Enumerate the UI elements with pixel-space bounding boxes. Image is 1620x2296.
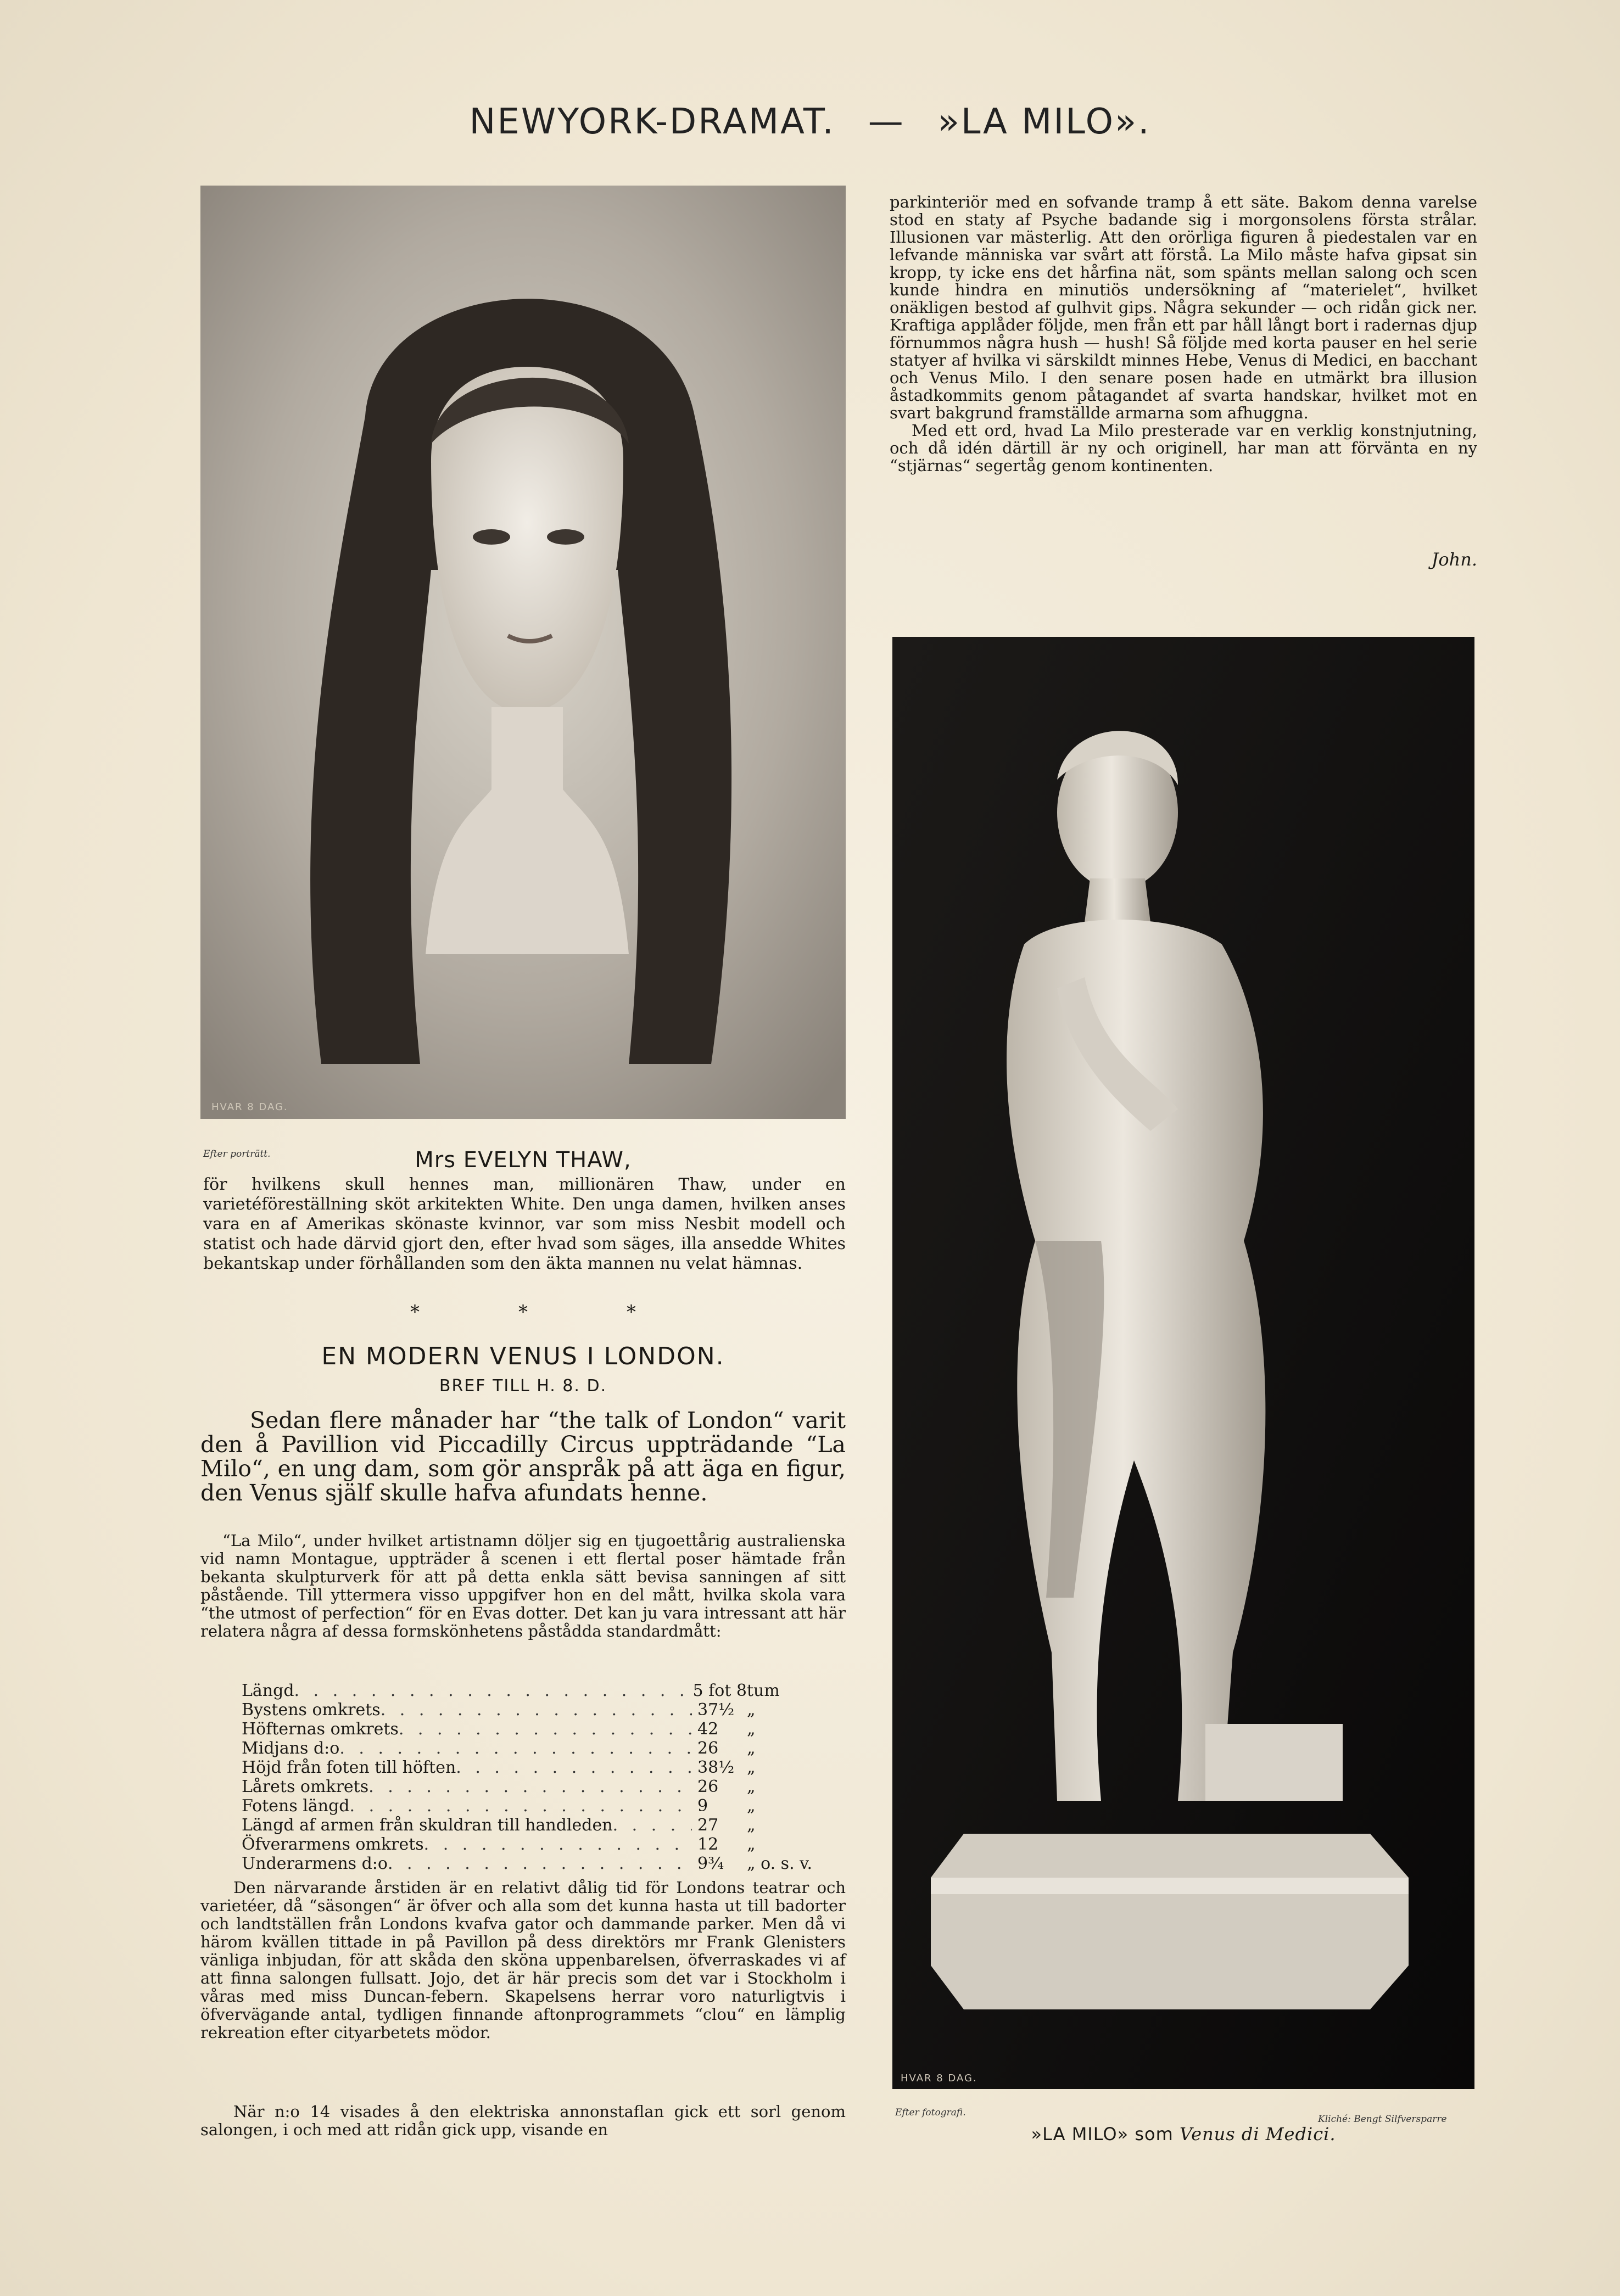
separator-star: * — [410, 1301, 420, 1323]
venus-statue-image — [892, 637, 1474, 2089]
article-signature: John. — [1431, 549, 1477, 570]
venus-caption — [890, 2124, 1477, 2144]
article-paragraph-2: Den närvarande årstiden är en relativt dålig tid för Londons teatrar och varietéer, då “säsongen“ är öfver och alla som det kunna hasta ut till badorter och landtställen från Londons kvafva gator och dammande parker. Men då vi härom kvällen tittade in på Pavillon på dess direktörs mr Frank Glenisters vänliga inbjudan, för att skåda den sköna uppenbarelsen, öfverraskades vi af att finna salongen fullsatt. Jojo, det är här precis som det var i Stockholm i våras med miss Duncan-febern. Skapelsens herrar voro naturligtvis i öfvervägande antal, tydligen finnande aftonprogrammets “clou“ en lämplig rekreation efter cityarbetets mödor. — [200, 1878, 846, 2042]
portrait-caption-title: Mrs EVELYN THAW, — [415, 1147, 632, 1173]
separator-star: * — [627, 1301, 636, 1323]
right-column-text — [890, 193, 1477, 474]
page-header — [0, 102, 1620, 142]
measurement-row: Längd af armen från skuldran till handleden . . . 27 „ — [242, 1816, 818, 1835]
section-separator — [200, 1301, 846, 1323]
header-right: »LA MILO». — [937, 102, 1151, 142]
article-paragraph-3: När n:o 14 visades å den elektriska annonstaflan gick ett sorl genom salongen, i och med att ridån gick upp, visande en — [200, 2102, 846, 2139]
separator-star: * — [518, 1301, 528, 1323]
measurement-row: Midjans d:o . . . 26 „ — [242, 1739, 818, 1758]
measurement-row: Höfternas omkrets . . . 42 „ — [242, 1720, 818, 1739]
venus-cliche-credit: Kliché: Bengt Silfversparre — [1318, 2114, 1447, 2125]
portrait-engraver-stamp: HVAR 8 DAG. — [211, 1101, 288, 1113]
measurements-table — [242, 1681, 818, 1873]
article-title: EN MODERN VENUS I LONDON. — [321, 1342, 725, 1370]
article-subtitle: BREF TILL H. 8. D. — [439, 1376, 607, 1396]
venus-caption-name: »LA MILO» — [1031, 2124, 1129, 2144]
portrait-caption-body: för hvilkens skull hennes man, millionären Thaw, under en varietéföreställning sköt arkitekten White. Den unga damen, hvilken anses vara en af Amerikas skönaste kvinnor, var som miss Nesbit modell och statist och hade därvid gjort den, efter hvad som säges, illa ansedde Whites bekantskap under förhållanden som den äkta mannen nu velat hämnas. — [203, 1175, 846, 1273]
header-left: NEWYORK-DRAMAT. — [469, 102, 835, 142]
article-lead: Sedan flere månader har “the talk of London“ varit den å Pavillion vid Piccadilly Circus uppträdande “La Milo“, en ung dam, som gör anspråk på att äga en figur, den Venus själf skulle hafva afundats henne. — [200, 1407, 846, 1506]
portrait-photo — [200, 186, 846, 1119]
measurement-row: Längd . . . 5 fot 8 tum — [242, 1681, 818, 1700]
portrait-photo-credit: Efter porträtt. — [203, 1149, 271, 1160]
measurement-row: Underarmens d:o . . . 9¾ „ o. s. v. — [242, 1854, 818, 1873]
portrait-image — [200, 186, 846, 1119]
header-dash: — — [868, 102, 905, 142]
venus-photo — [892, 637, 1474, 2089]
measurement-row: Fotens längd . . . 9 „ — [242, 1796, 818, 1816]
measurement-row: Höjd från foten till höften . . . 38½ „ — [242, 1758, 818, 1777]
venus-photo-credit: Efter fotografi. — [895, 2107, 966, 2118]
right-column-paragraph-2: Med ett ord, hvad La Milo presterade var en verklig konstnjutning, och då idén därtill är ny och originell, har man att förvänta en ny “stjärnas“ segertåg genom kontinenten. — [890, 421, 1477, 475]
venus-engraver-stamp: HVAR 8 DAG. — [901, 2073, 977, 2084]
venus-caption-as: som — [1129, 2124, 1180, 2144]
article-paragraph-1: “La Milo“, under hvilket artistnamn döljer sig en tjugoettårig australienska vid namn Montague, uppträder å scenen i ett flertal poser hämtade från bekanta skulpturverk för att på detta enkla sätt bevisa sanningen af sitt påstående. Till yttermera visso uppgifver hon en del mått, hvilka skola vara “the utmost of perfection“ för en Evas dotter. Det kan ju vara intressant att här relatera några af dessa formskönhetens påstådda standardmått: — [200, 1531, 846, 1640]
venus-caption-role: Venus di Medici. — [1179, 2124, 1336, 2144]
measurement-row: Lårets omkrets . . . 26 „ — [242, 1777, 818, 1796]
measurement-row: Öfverarmens omkrets . . . 12 „ — [242, 1835, 818, 1854]
right-column-paragraph-1: parkinteriör med en sofvande tramp å ett säte. Bakom denna varelse stod en staty af Psyche badande sig i morgonsolens första strålar. Illusionen var mästerlig. Att den orörliga figuren å piedestalen var en lefvande människa var svårt att förstå. La Milo måste hafva gipsat sin kropp, ty icke ens det hårfina nät, som spänts mellan salong och scen kunde hindra en minutiös undersökning af “materielet“, hvilket onäkligen bestod af gulhvit gips. Några sekunder — och ridån gick ner. Kraftiga applåder följde, men från ett par håll långt bort i radernas djup förnummos några hush — hush! Så följde med korta pauser en hel serie statyer af hvilka vi särskildt minnes Hebe, Venus di Medici, en bacchant och Venus Milo. I den senare posen hade en utmärkt bra illusion åstadkommits genom påtagandet af svarta handskar, hvilket mot en svart bakgrund framställde armarna som afhuggna. — [890, 193, 1477, 422]
measurement-row: Bystens omkrets . . . 37½ „ — [242, 1700, 818, 1720]
